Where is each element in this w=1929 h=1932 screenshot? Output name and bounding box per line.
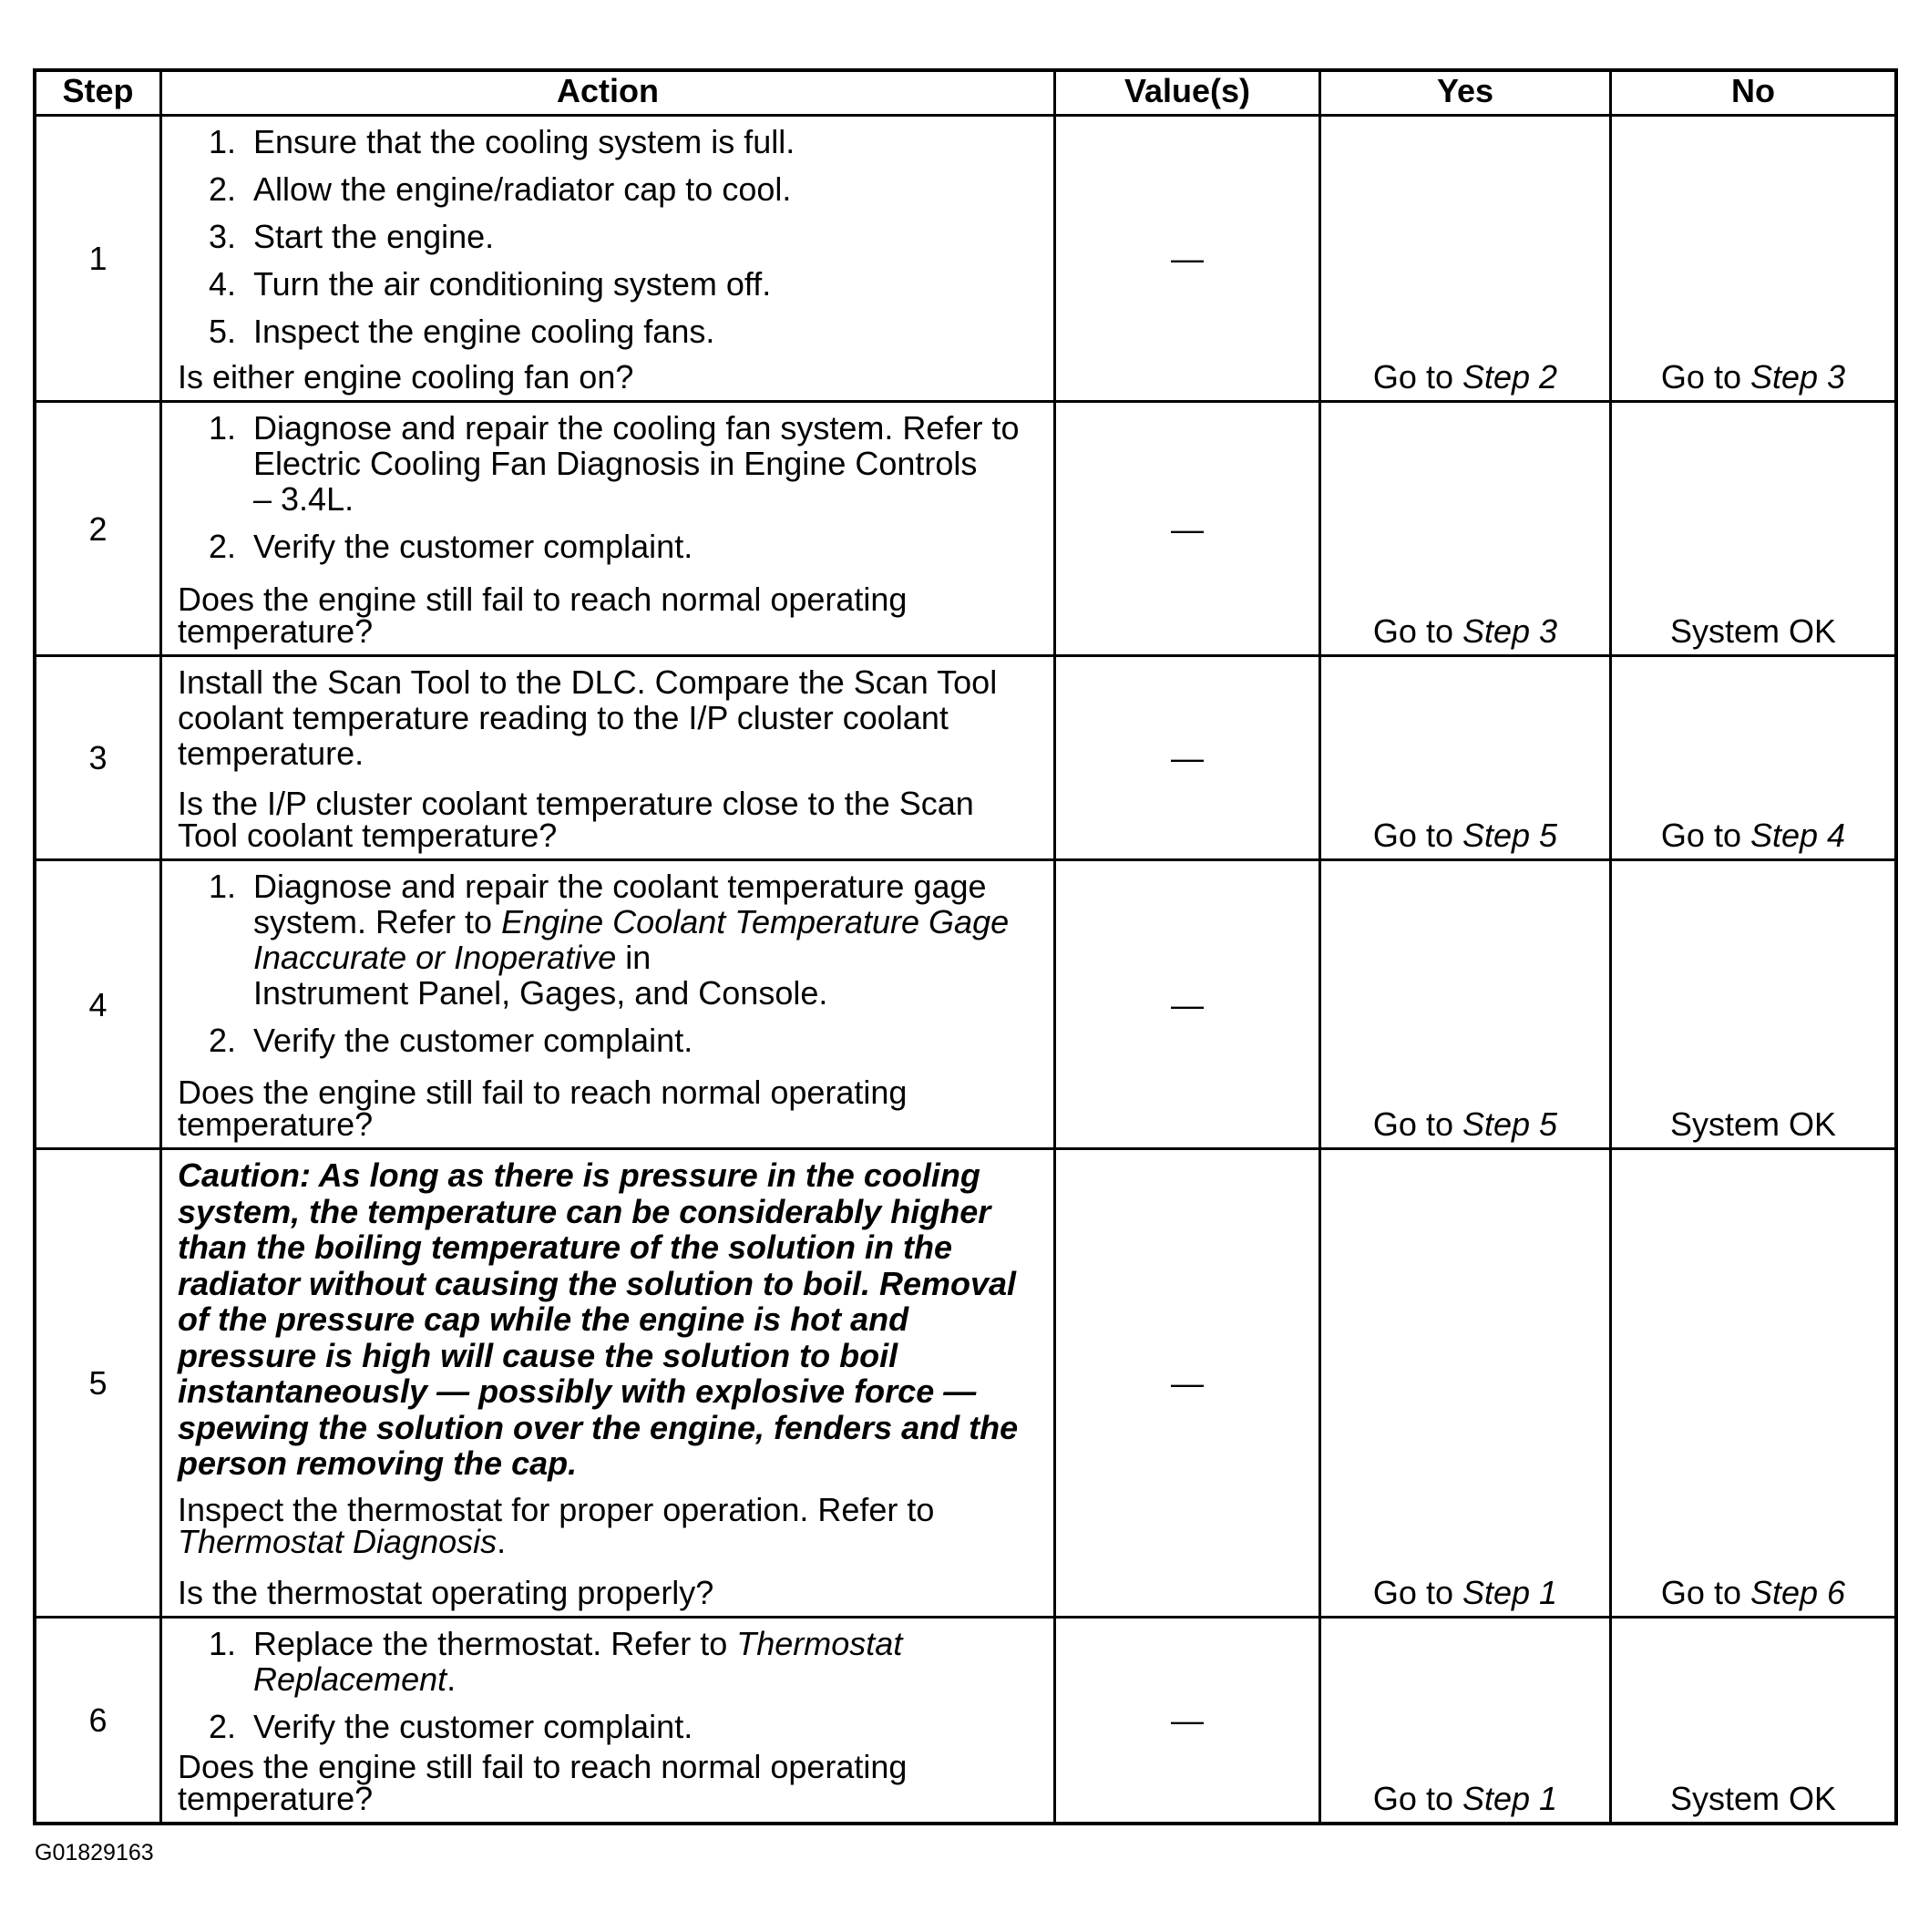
header-yes-label: Yes	[1436, 72, 1494, 109]
text-line	[253, 904, 1009, 940]
text-run: – 3.4L.	[253, 480, 354, 518]
list-item	[178, 1626, 1048, 1697]
text-line	[178, 1074, 1048, 1111]
text-line	[178, 1445, 1048, 1482]
text-run: Go to	[1372, 1105, 1462, 1143]
text-run: Go to	[1660, 358, 1750, 396]
header-action	[162, 72, 1056, 117]
value-text: —	[1171, 985, 1204, 1023]
question-text	[178, 358, 1048, 396]
header-no	[1612, 72, 1894, 117]
list-item-text	[253, 219, 494, 254]
list-item	[178, 313, 1048, 349]
no-result	[1669, 1105, 1837, 1143]
list-item-number: 5.	[208, 313, 236, 350]
question-text	[178, 785, 1048, 854]
header-values-label: Value(s)	[1124, 72, 1251, 109]
text-run: Go to	[1372, 612, 1462, 650]
text-run: temperature?	[178, 1105, 374, 1143]
step-number: 1	[88, 240, 108, 277]
yes-cell	[1321, 117, 1612, 403]
text-line	[178, 1194, 1048, 1230]
list-item	[178, 1709, 1048, 1744]
header-step-label: Step	[62, 72, 134, 109]
italic-reference: Step 4	[1749, 817, 1846, 854]
text-run: .	[497, 1522, 507, 1560]
text-line	[253, 171, 791, 207]
step-number: 5	[88, 1364, 108, 1402]
italic-reference: Step 3	[1749, 358, 1846, 396]
text-run: temperature?	[178, 1780, 374, 1817]
yes-result	[1372, 1574, 1558, 1611]
question-text	[178, 581, 1048, 650]
text-line	[178, 1490, 1048, 1528]
text-run: Instrument Panel, Gages, and Console.	[253, 974, 828, 1012]
yes-cell	[1321, 861, 1612, 1150]
value-cell	[1056, 1619, 1321, 1822]
text-run: Does the engine still fail to reach normal operating	[178, 581, 908, 618]
text-run: Go to	[1660, 817, 1750, 854]
list-item	[178, 410, 1048, 517]
italic-reference: Step 5	[1462, 817, 1558, 854]
text-line	[253, 124, 795, 159]
list-item-number: 2.	[208, 528, 236, 565]
list-item-text	[253, 266, 771, 302]
value-text: —	[1171, 1701, 1204, 1739]
list-item-number: 1.	[208, 409, 236, 447]
text-run: temperature?	[178, 612, 374, 650]
italic-reference: Step 2	[1462, 358, 1558, 396]
no-cell	[1612, 657, 1894, 861]
yes-result	[1372, 358, 1558, 396]
list-item-text	[253, 1626, 902, 1697]
no-cell	[1612, 403, 1894, 657]
italic-reference: Step 1	[1462, 1574, 1558, 1611]
instruction-list	[178, 1626, 1048, 1744]
text-line	[253, 446, 1019, 481]
text-line	[253, 529, 693, 564]
text-line	[253, 1626, 902, 1661]
text-run: Inspect the thermostat for proper operation. Refer to	[178, 1490, 935, 1528]
text-run: Is the I/P cluster coolant temperature close to the Scan	[178, 785, 974, 822]
text-run: Go to	[1660, 1574, 1750, 1611]
caution-note	[178, 1157, 1048, 1482]
list-item	[178, 219, 1048, 254]
list-item-text	[253, 313, 714, 349]
text-line	[178, 1338, 1048, 1374]
text-run: Does the engine still fail to reach normal operating	[178, 1748, 908, 1785]
yes-cell	[1321, 1150, 1612, 1619]
italic-reference: Step 3	[1462, 612, 1558, 650]
text-run: Ensure that the cooling system is full.	[253, 123, 795, 160]
value-cell	[1056, 117, 1321, 403]
value-cell	[1056, 1150, 1321, 1619]
text-line	[178, 1105, 1048, 1143]
list-item-number: 2.	[208, 1708, 236, 1745]
text-line	[178, 358, 1048, 396]
text-line	[253, 1709, 693, 1744]
no-cell	[1612, 861, 1894, 1150]
text-line	[253, 313, 714, 349]
text-run: Verify the customer complaint.	[253, 1708, 693, 1745]
value-cell	[1056, 403, 1321, 657]
text-line	[253, 266, 771, 302]
italic-reference: Step 6	[1749, 1574, 1846, 1611]
list-item-text	[253, 124, 795, 159]
yes-cell	[1321, 403, 1612, 657]
text-line	[178, 1157, 1048, 1194]
text-line	[178, 1574, 1048, 1611]
text-run: System OK	[1669, 1780, 1837, 1817]
instruction-list	[178, 410, 1048, 564]
value-cell	[1056, 861, 1321, 1150]
text-run: coolant temperature reading to the I/P cluster coolant	[178, 699, 949, 736]
text-line	[178, 700, 1048, 735]
text-line	[253, 868, 1009, 904]
yes-result	[1372, 817, 1558, 854]
step-number: 4	[88, 985, 108, 1023]
action-cell	[162, 657, 1056, 861]
action-cell	[162, 861, 1056, 1150]
list-item	[178, 868, 1048, 1011]
text-run: temperature.	[178, 735, 364, 772]
list-item	[178, 529, 1048, 564]
header-action-label: Action	[557, 72, 659, 109]
step-number: 2	[88, 509, 108, 548]
value-text: —	[1171, 240, 1204, 277]
value-text: —	[1171, 1364, 1204, 1402]
list-item-number: 1.	[208, 1625, 236, 1662]
text-run: Replace the thermostat. Refer to	[253, 1625, 737, 1662]
step-cell	[36, 1150, 162, 1619]
text-line	[253, 1023, 693, 1058]
italic-reference: Thermostat	[736, 1625, 903, 1662]
text-line	[178, 1301, 1048, 1338]
header-step	[36, 72, 162, 117]
action-cell	[162, 403, 1056, 657]
instruction-text	[178, 664, 1048, 771]
italic-reference: Engine Coolant Temperature Gage	[501, 903, 1010, 940]
list-item-text	[253, 171, 791, 207]
text-run: instantaneously — possibly with explosive force —	[178, 1372, 977, 1410]
text-run: Turn the air conditioning system off.	[253, 265, 772, 303]
step-cell	[36, 117, 162, 403]
instruction-text	[178, 1490, 1048, 1560]
no-cell	[1612, 1150, 1894, 1619]
text-run: .	[446, 1660, 457, 1698]
figure-id: G01829163	[35, 1840, 154, 1865]
text-line	[178, 612, 1048, 650]
no-result	[1660, 1574, 1846, 1611]
no-result	[1660, 817, 1846, 854]
yes-result	[1372, 1780, 1558, 1817]
text-run: of the pressure cap while the engine is hot and	[178, 1300, 909, 1338]
list-item	[178, 171, 1048, 207]
text-run: system, the temperature can be considerably higher	[178, 1192, 991, 1230]
list-item-number: 1.	[208, 868, 236, 905]
text-run: in	[616, 939, 652, 976]
text-run: Verify the customer complaint.	[253, 1022, 693, 1059]
text-line	[253, 1661, 902, 1697]
list-item-number: 1.	[208, 123, 236, 160]
question-text	[178, 1074, 1048, 1143]
yes-result	[1372, 1105, 1558, 1143]
text-run: system. Refer to	[253, 903, 502, 940]
yes-result	[1372, 612, 1558, 650]
text-run: System OK	[1669, 612, 1837, 650]
text-line	[253, 975, 1009, 1011]
text-line	[178, 735, 1048, 771]
diagnostic-table	[33, 68, 1898, 1825]
text-line	[178, 1373, 1048, 1410]
list-item-text	[253, 410, 1019, 517]
header-values	[1056, 72, 1321, 117]
text-line	[178, 1266, 1048, 1302]
list-item-text	[253, 1709, 693, 1744]
text-run: System OK	[1669, 1105, 1837, 1143]
text-line	[178, 664, 1048, 700]
list-item	[178, 266, 1048, 302]
question-text	[178, 1574, 1048, 1611]
text-line	[253, 481, 1019, 517]
text-run: Caution: As long as there is pressure in the cooling	[178, 1156, 980, 1194]
text-run: Diagnose and repair the cooling fan system. Refer to	[253, 409, 1020, 447]
text-run: pressure is high will cause the solution to boil	[178, 1336, 898, 1374]
list-item-text	[253, 529, 693, 564]
text-run: Go to	[1372, 358, 1462, 396]
step-cell	[36, 657, 162, 861]
value-text: —	[1171, 509, 1204, 548]
italic-reference: Thermostat Diagnosis	[178, 1522, 498, 1560]
text-run: Allow the engine/radiator cap to cool.	[253, 170, 792, 208]
step-cell	[36, 861, 162, 1150]
text-run: Verify the customer complaint.	[253, 528, 693, 565]
instruction-list	[178, 868, 1048, 1058]
text-line	[178, 1780, 1048, 1817]
text-line	[178, 1748, 1048, 1785]
text-run: Install the Scan Tool to the DLC. Compare the Scan Tool	[178, 663, 998, 701]
italic-reference: Step 1	[1462, 1780, 1558, 1817]
list-item-number: 2.	[208, 170, 236, 208]
text-run: Go to	[1372, 1780, 1462, 1817]
no-result	[1669, 1780, 1837, 1817]
no-cell	[1612, 117, 1894, 403]
action-cell	[162, 117, 1056, 403]
no-cell	[1612, 1619, 1894, 1822]
list-item-number: 4.	[208, 265, 236, 303]
text-run: Tool coolant temperature?	[178, 817, 558, 854]
text-run: person removing the cap.	[178, 1444, 578, 1482]
text-line	[253, 219, 494, 254]
no-result	[1669, 612, 1837, 650]
text-run: than the boiling temperature of the solution in the	[178, 1228, 952, 1266]
header-yes	[1321, 72, 1612, 117]
text-line	[178, 1522, 1048, 1560]
yes-cell	[1321, 1619, 1612, 1822]
instruction-list	[178, 124, 1048, 349]
text-run: Go to	[1372, 817, 1462, 854]
action-cell	[162, 1150, 1056, 1619]
list-item	[178, 1023, 1048, 1058]
value-cell	[1056, 657, 1321, 861]
text-line	[178, 1410, 1048, 1446]
step-number: 6	[88, 1701, 108, 1739]
step-cell	[36, 403, 162, 657]
list-item-number: 3.	[208, 218, 236, 255]
text-run: Does the engine still fail to reach normal operating	[178, 1074, 908, 1111]
list-item-text	[253, 868, 1009, 1011]
text-run: Inspect the engine cooling fans.	[253, 313, 715, 350]
yes-cell	[1321, 657, 1612, 861]
text-line	[178, 581, 1048, 618]
action-cell	[162, 1619, 1056, 1822]
italic-reference: Inaccurate or Inoperative	[253, 939, 617, 976]
italic-reference: Replacement	[253, 1660, 447, 1698]
text-run: spewing the solution over the engine, fenders and the	[178, 1408, 1019, 1446]
italic-reference: Step 5	[1462, 1105, 1558, 1143]
text-run: Electric Cooling Fan Diagnosis in Engine Controls	[253, 445, 978, 482]
step-number: 3	[88, 739, 108, 776]
text-line	[253, 410, 1019, 446]
step-cell	[36, 1619, 162, 1822]
text-run: Diagnose and repair the coolant temperature gage	[253, 868, 987, 905]
text-line	[178, 1229, 1048, 1266]
no-result	[1660, 358, 1846, 396]
text-run: radiator without causing the solution to boil. Removal	[178, 1264, 1017, 1302]
text-run: Is either engine cooling fan on?	[178, 358, 634, 396]
text-run: Is the thermostat operating properly?	[178, 1574, 714, 1611]
text-line	[253, 940, 1009, 975]
question-text	[178, 1748, 1048, 1817]
text-line	[178, 785, 1048, 822]
value-text: —	[1171, 739, 1204, 776]
list-item	[178, 124, 1048, 159]
text-run: Start the engine.	[253, 218, 495, 255]
text-line	[178, 817, 1048, 854]
header-no-label: No	[1731, 72, 1775, 109]
text-run: Go to	[1372, 1574, 1462, 1611]
list-item-text	[253, 1023, 693, 1058]
list-item-number: 2.	[208, 1022, 236, 1059]
